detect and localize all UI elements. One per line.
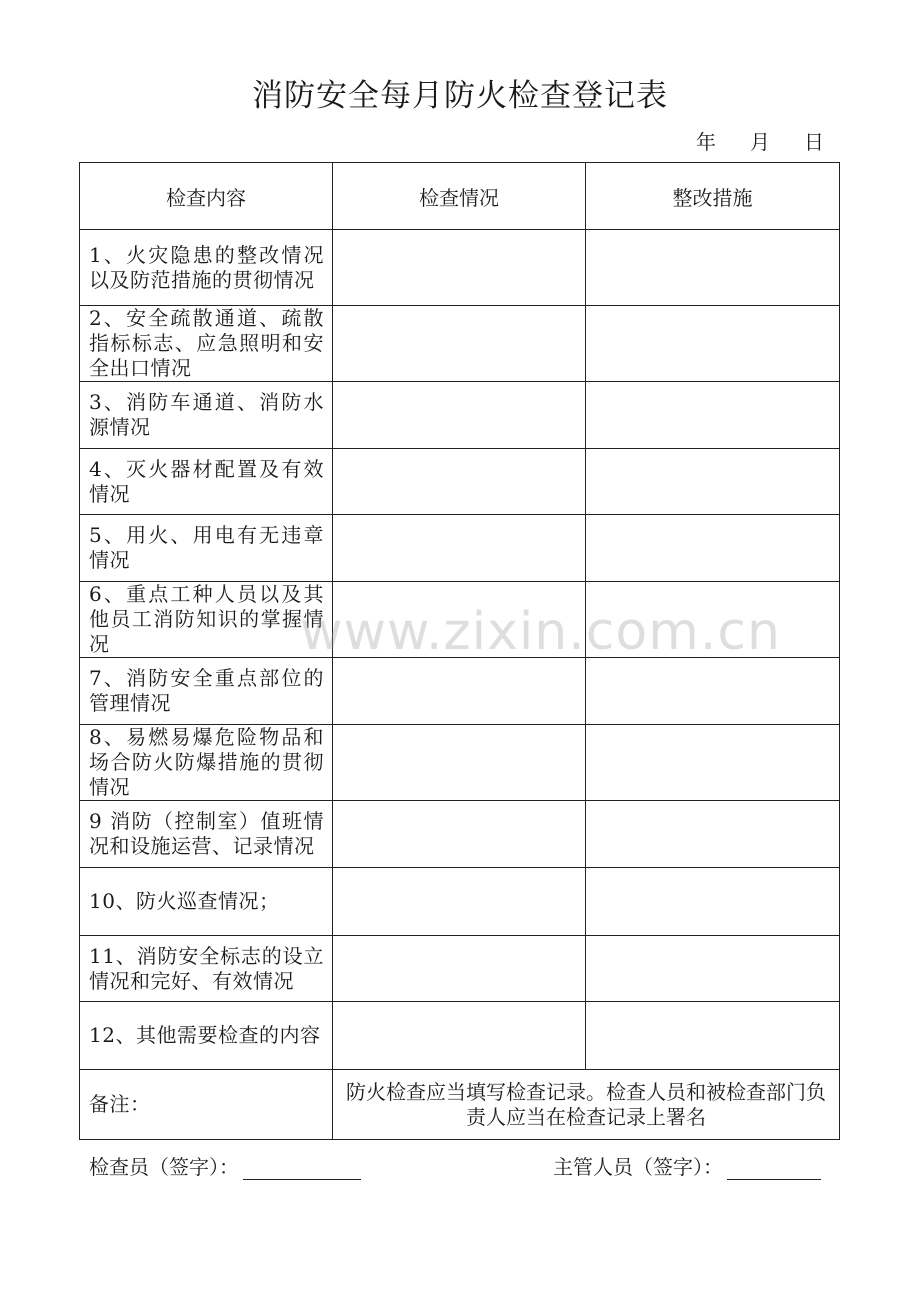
row-measures-cell[interactable] bbox=[586, 658, 840, 725]
row-status-cell[interactable] bbox=[333, 230, 586, 306]
row-status-cell[interactable] bbox=[333, 382, 586, 449]
note-row bbox=[80, 1070, 840, 1140]
table-row bbox=[80, 1002, 840, 1070]
table-row bbox=[80, 382, 840, 449]
row-measures-cell[interactable] bbox=[586, 1002, 840, 1070]
day-label: 日 bbox=[804, 130, 824, 154]
supervisor-signature bbox=[553, 1151, 821, 1180]
row-content: 10、防火巡查情况； bbox=[80, 868, 333, 936]
supervisor-label: 主管人员（签字）： bbox=[553, 1155, 723, 1179]
row-content: 4、灭火器材配置及有效情况 bbox=[80, 449, 333, 515]
row-content: 11、消防安全标志的设立情况和完好、有效情况 bbox=[80, 936, 333, 1002]
row-status-cell[interactable] bbox=[333, 1002, 586, 1070]
table-row bbox=[80, 725, 840, 801]
header-content: 检查内容 bbox=[80, 163, 333, 230]
row-status-cell[interactable] bbox=[333, 658, 586, 725]
watermark: www.zixin.com.cn bbox=[300, 602, 781, 662]
table-row bbox=[80, 582, 840, 658]
row-content: 2、安全疏散通道、疏散指标标志、应急照明和安全出口情况 bbox=[80, 306, 333, 382]
page-title: 消防安全每月防火检查登记表 bbox=[252, 78, 668, 114]
inspector-signature-line[interactable] bbox=[243, 1157, 361, 1180]
inspector-label: 检查员（签字）： bbox=[89, 1155, 239, 1179]
row-status-cell[interactable] bbox=[333, 868, 586, 936]
row-content: 6、重点工种人员以及其他员工消防知识的掌握情况 bbox=[80, 582, 333, 658]
row-measures-cell[interactable] bbox=[586, 936, 840, 1002]
row-status-cell[interactable] bbox=[333, 725, 586, 801]
table-row bbox=[80, 230, 840, 306]
row-status-cell[interactable] bbox=[333, 449, 586, 515]
row-measures-cell[interactable] bbox=[586, 515, 840, 582]
row-measures-cell[interactable] bbox=[586, 868, 840, 936]
row-content: 5、用火、用电有无违章情况 bbox=[80, 515, 333, 582]
table-row bbox=[80, 306, 840, 382]
row-measures-cell[interactable] bbox=[586, 306, 840, 382]
header-status: 检查情况 bbox=[333, 163, 586, 230]
row-content: 1、火灾隐患的整改情况以及防范措施的贯彻情况 bbox=[80, 230, 333, 306]
row-content: 8、易燃易爆危险物品和场合防火防爆措施的贯彻情况 bbox=[80, 725, 333, 801]
note-text: 防火检查应当填写检查记录。检查人员和被检查部门负责人应当在检查记录上署名 bbox=[333, 1070, 840, 1140]
row-status-cell[interactable] bbox=[333, 936, 586, 1002]
row-measures-cell[interactable] bbox=[586, 230, 840, 306]
table-row bbox=[80, 515, 840, 582]
row-measures-cell[interactable] bbox=[586, 801, 840, 868]
date-row bbox=[662, 126, 824, 155]
row-status-cell[interactable] bbox=[333, 801, 586, 868]
table-row bbox=[80, 658, 840, 725]
inspection-table bbox=[79, 162, 840, 1140]
table-row bbox=[80, 936, 840, 1002]
table-row bbox=[80, 801, 840, 868]
header-measures: 整改措施 bbox=[586, 163, 840, 230]
year-label: 年 bbox=[696, 130, 716, 154]
row-measures-cell[interactable] bbox=[586, 382, 840, 449]
month-label: 月 bbox=[750, 130, 770, 154]
table-row bbox=[80, 868, 840, 936]
supervisor-signature-line[interactable] bbox=[727, 1157, 821, 1180]
row-content: 7、消防安全重点部位的管理情况 bbox=[80, 658, 333, 725]
row-measures-cell[interactable] bbox=[586, 449, 840, 515]
row-status-cell[interactable] bbox=[333, 515, 586, 582]
row-status-cell[interactable] bbox=[333, 306, 586, 382]
row-measures-cell[interactable] bbox=[586, 582, 840, 658]
row-content: 12、其他需要检查的内容 bbox=[80, 1002, 333, 1070]
note-label: 备注： bbox=[80, 1070, 333, 1140]
table-row bbox=[80, 449, 840, 515]
row-measures-cell[interactable] bbox=[586, 725, 840, 801]
inspector-signature bbox=[89, 1151, 361, 1180]
row-content: 3、消防车通道、消防水源情况 bbox=[80, 382, 333, 449]
row-content: 9 消防（控制室）值班情况和设施运营、记录情况 bbox=[80, 801, 333, 868]
row-status-cell[interactable] bbox=[333, 582, 586, 658]
table-header-row bbox=[80, 163, 840, 230]
